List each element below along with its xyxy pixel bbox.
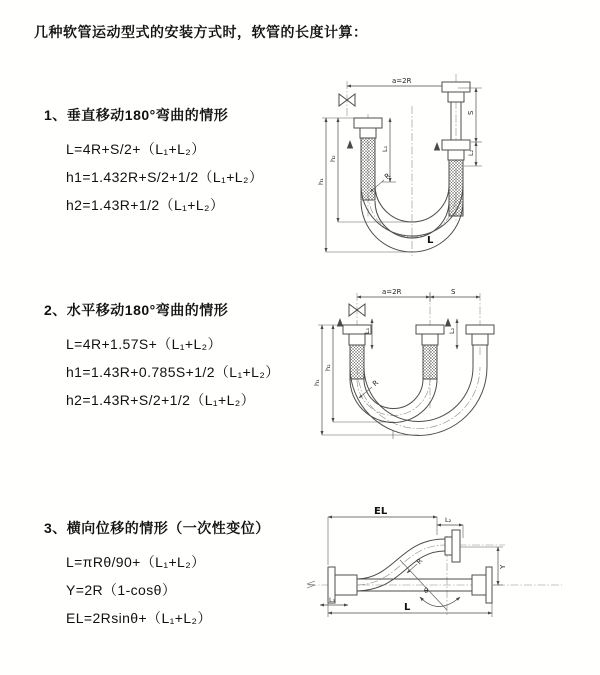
dim-label-l2: L₂ [467, 149, 475, 156]
dim-a-2r-s [357, 288, 480, 302]
horizontal-180-bend-diagram [308, 283, 572, 460]
right-hose-end-displaced [466, 325, 494, 367]
s-curve-hose-displaced [357, 530, 460, 591]
formula-s2-L: L=4R+1.57S+（L₁+L₂） [66, 336, 222, 352]
section-vertical-movement [44, 105, 263, 219]
centerlines [357, 293, 480, 429]
dim-label-a2r: a=2R [392, 77, 412, 85]
formula-s3-EL: EL=2Rsinθ+（L₁+L₂） [66, 610, 212, 626]
dim-label-h2: h₂ [324, 364, 332, 371]
dim-label-r: R [371, 378, 381, 388]
formula-s1-h1: h1=1.432R+S/2+1/2（L₁+L₂） [66, 169, 264, 185]
formula-s1-h2: h2=1.43R+1/2（L₁+L₂） [66, 197, 225, 213]
dim-label-el: EL [374, 506, 388, 517]
dim-l1 [381, 118, 396, 182]
dim-label-r: R [415, 556, 425, 566]
formula-s3-L: L=πRθ/90+（L₁+L₂） [66, 554, 206, 570]
vertical-180-bend-diagram [306, 70, 568, 262]
dim-a-2r [347, 77, 456, 86]
dim-label-s: S [451, 288, 456, 296]
dim-label-h1: h₁ [317, 178, 325, 185]
dim-l1 [320, 596, 348, 605]
section-2-heading: 2、水平移动180°弯曲的情形 [44, 302, 229, 318]
section-lateral-displacement [44, 518, 270, 632]
dim-label-r: R [383, 171, 393, 181]
dim-label-s: S [467, 110, 475, 115]
movement-arrow-up-left [347, 140, 353, 149]
dim-label-l: L [427, 235, 434, 246]
formula-s2-h2: h2=1.43R+S/2+1/2（L₁+L₂） [66, 392, 256, 408]
left-hose-end [354, 118, 382, 200]
dim-label-a2r: a=2R [382, 288, 402, 296]
lateral-displacement-diagram [300, 498, 585, 650]
dim-l [328, 602, 492, 617]
dim-label-l1: L₁ [363, 327, 371, 334]
section-1-heading: 1、垂直移动180°弯曲的情形 [44, 107, 229, 123]
dim-el [328, 506, 437, 565]
dim-label-l: L [404, 602, 411, 613]
u-bend-hose [350, 367, 487, 436]
movement-arrow-right [445, 318, 451, 327]
movement-arrow-up-right [434, 142, 440, 151]
formula-s2-h1: h1=1.43R+0.785S+1/2（L₁+L₂） [66, 364, 280, 380]
dim-label-l2: L₂ [448, 327, 456, 334]
radius-leader [359, 379, 380, 398]
formula-s1-L: L=4R+S/2+（L₁+L₂） [66, 141, 206, 157]
dim-label-h2: h₂ [329, 155, 337, 162]
page-title: 几种软管运动型式的安装方式时，软管的长度计算： [34, 24, 368, 40]
dim-label-theta: θ [424, 587, 429, 595]
dim-label-l1: L₁ [329, 596, 336, 604]
dim-label-y: Y [499, 564, 507, 569]
formula-s3-Y: Y=2R（1-cosθ） [66, 582, 177, 598]
section-3-heading: 3、横向位移的情形（一次性变位） [44, 520, 270, 536]
dim-label-h1: h₁ [313, 379, 321, 386]
dim-label-l1: L₁ [381, 145, 389, 152]
movement-arrow-left [337, 318, 343, 327]
section-horizontal-movement [44, 300, 280, 414]
middle-hose-end [416, 325, 444, 379]
dim-label-l2: L₂ [445, 516, 452, 524]
right-hose-end [442, 82, 470, 216]
